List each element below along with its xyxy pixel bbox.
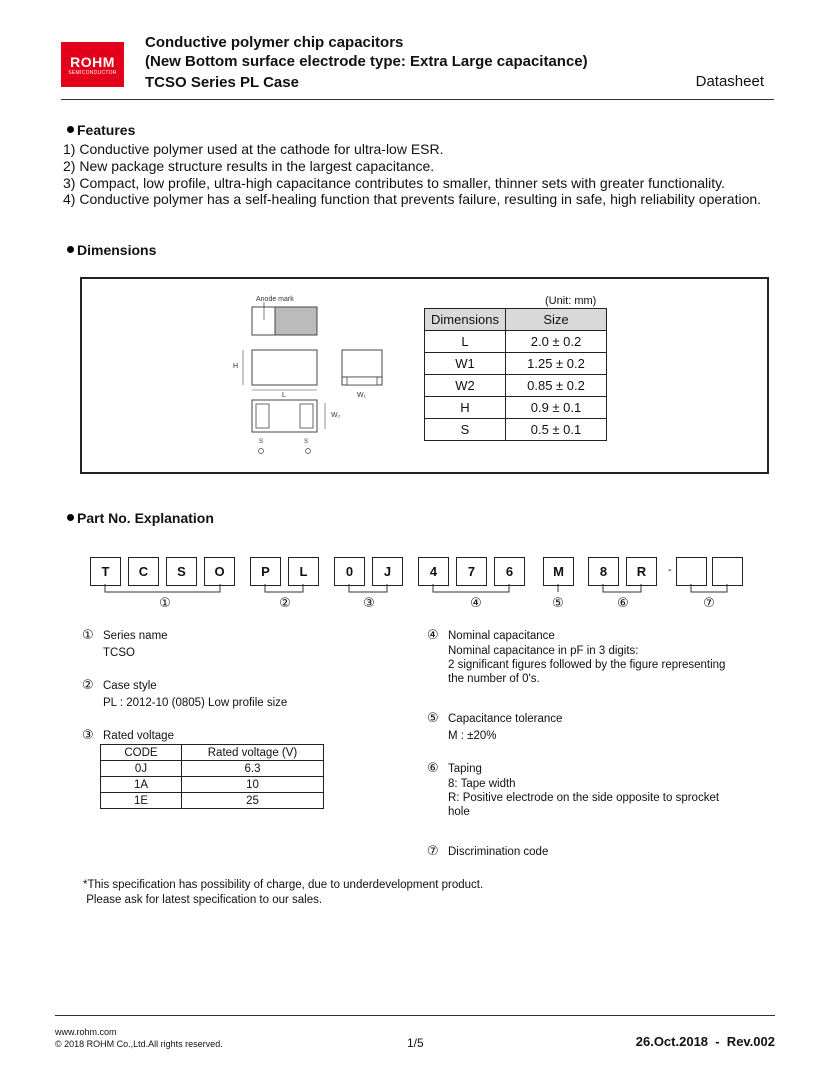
- bullet-icon: [67, 246, 74, 253]
- item-number: ⑥: [427, 760, 439, 775]
- item-number: ①: [82, 627, 94, 642]
- part-char-box: 0: [334, 557, 365, 586]
- size-cell: 0.9 ± 0.1: [506, 397, 607, 419]
- logo-text: ROHM: [70, 54, 115, 70]
- group-number: ⑥: [617, 595, 629, 610]
- size-cell: 2.0 ± 0.2: [506, 331, 607, 353]
- dim-cell: S: [425, 419, 506, 441]
- item-number: ④: [427, 627, 439, 642]
- part-char-box: 8: [588, 557, 619, 586]
- dimensions-table: [424, 308, 607, 441]
- tol-title: Capacitance tolerance: [448, 713, 563, 725]
- table-row: [425, 331, 607, 353]
- capacitor-drawing: [228, 290, 408, 460]
- series-title: Series name: [103, 630, 168, 642]
- part-char-box: M: [543, 557, 574, 586]
- title-line-3: TCSO Series PL Case: [145, 74, 299, 91]
- size-cell: 0.85 ± 0.2: [506, 375, 607, 397]
- series-value: TCSO: [103, 647, 135, 659]
- features-heading: Features: [67, 122, 135, 138]
- bullet-icon: [67, 514, 74, 521]
- feature-item: 4) Conductive polymer has a self-healing function that prevents failure, resulting in safe, high reliability operation.: [63, 191, 762, 207]
- cap-line: the number of 0's.: [448, 673, 540, 685]
- part-char-box: 6: [494, 557, 525, 586]
- dim-cell: H: [425, 397, 506, 419]
- table-header: CODE: [101, 745, 182, 761]
- unit-label: (Unit: mm): [545, 295, 597, 307]
- part-char-box: L: [288, 557, 319, 586]
- cap-line: Nominal capacitance in pF in 3 digits:: [448, 645, 639, 657]
- part-char-box: T: [90, 557, 121, 586]
- feature-item: 2) New package structure results in the largest capacitance.: [63, 158, 435, 174]
- part-char-box: S: [166, 557, 197, 586]
- note-line: Please ask for latest specification to our sales.: [83, 894, 323, 906]
- feature-item: 1) Conductive polymer used at the cathode for ultra-low ESR.: [63, 141, 444, 157]
- part-dash: -: [668, 564, 672, 576]
- table-row: [101, 777, 324, 793]
- size-cell: 0.5 ± 0.1: [506, 419, 607, 441]
- code-cell: 1E: [101, 793, 182, 809]
- part-char-box: [712, 557, 743, 586]
- table-row: [425, 375, 607, 397]
- dim-cell: W1: [425, 353, 506, 375]
- item-number: ⑦: [427, 843, 439, 858]
- table-header: Size: [506, 309, 607, 331]
- dimensions-heading: Dimensions: [67, 242, 156, 258]
- voltage-cell: 10: [182, 777, 324, 793]
- header-divider: [61, 99, 774, 100]
- item-number: ⑤: [427, 710, 439, 725]
- group-number: ⑤: [552, 595, 564, 610]
- item-number: ③: [82, 727, 94, 742]
- dim-cell: W2: [425, 375, 506, 397]
- group-number: ⑦: [703, 595, 715, 610]
- rohm-logo: [61, 42, 124, 87]
- title-line-1: Conductive polymer chip capacitors: [145, 34, 404, 51]
- tap-title: Taping: [448, 763, 482, 775]
- part-no-heading: Part No. Explanation: [67, 510, 214, 526]
- table-row: [101, 761, 324, 777]
- cap-line: 2 significant figures followed by the figure representing: [448, 659, 726, 671]
- table-row: [425, 397, 607, 419]
- tol-value: M : ±20%: [448, 730, 497, 742]
- title-line-2: (New Bottom surface electrode type: Extra Large capacitance): [145, 53, 588, 70]
- table-row: [425, 419, 607, 441]
- footer-url: www.rohm.com: [55, 1027, 117, 1037]
- page-number: 1/5: [407, 1036, 424, 1050]
- cap-title: Nominal capacitance: [448, 630, 555, 642]
- part-char-box: P: [250, 557, 281, 586]
- footer-copyright: © 2018 ROHM Co.,Ltd.All rights reserved.: [55, 1039, 223, 1049]
- tap-line: 8: Tape width: [448, 778, 516, 790]
- part-char-box: 7: [456, 557, 487, 586]
- code-cell: 1A: [101, 777, 182, 793]
- size-cell: 1.25 ± 0.2: [506, 353, 607, 375]
- l-label: L: [282, 392, 286, 399]
- item-number: ②: [82, 677, 94, 692]
- tap-line: hole: [448, 806, 470, 818]
- group-number: ④: [470, 595, 482, 610]
- group-number: ②: [279, 595, 291, 610]
- date-revision: 26.Oct.2018 - Rev.002: [635, 1034, 775, 1049]
- s-label: S: [259, 439, 264, 445]
- rated-title: Rated voltage: [103, 730, 174, 742]
- table-header: Dimensions: [425, 309, 506, 331]
- footer-divider: [55, 1015, 775, 1016]
- part-char-box: O: [204, 557, 235, 586]
- case-title: Case style: [103, 680, 157, 692]
- h-label: H: [233, 363, 239, 370]
- anode-mark-label: Anode mark: [256, 296, 294, 303]
- group-number: ①: [159, 595, 171, 610]
- w2-label: W₂: [331, 412, 341, 419]
- dim-cell: L: [425, 331, 506, 353]
- w1-label: W₁: [357, 392, 366, 399]
- part-char-box: C: [128, 557, 159, 586]
- group-number: ③: [363, 595, 375, 610]
- table-header: Rated voltage (V): [182, 745, 324, 761]
- feature-item: 3) Compact, low profile, ultra-high capacitance contributes to smaller, thinner sets with greater functionality.: [63, 175, 725, 191]
- voltage-cell: 6.3: [182, 761, 324, 777]
- voltage-cell: 25: [182, 793, 324, 809]
- logo-subtext: SEMICONDUCTOR: [68, 70, 117, 76]
- s-label: S: [304, 439, 309, 445]
- part-char-box: 4: [418, 557, 449, 586]
- disc-title: Discrimination code: [448, 846, 549, 858]
- part-char-box: J: [372, 557, 403, 586]
- tap-line: R: Positive electrode on the side opposite to sprocket: [448, 792, 720, 804]
- doc-kind: Datasheet: [695, 73, 764, 90]
- case-value: PL : 2012-10 (0805) Low profile size: [103, 697, 288, 709]
- part-char-box: [676, 557, 707, 586]
- code-cell: 0J: [101, 761, 182, 777]
- rated-voltage-table: [100, 744, 324, 809]
- table-row: [425, 353, 607, 375]
- note-line: *This specification has possibility of charge, due to underdevelopment product.: [83, 879, 484, 891]
- table-row: [101, 793, 324, 809]
- part-char-box: R: [626, 557, 657, 586]
- bullet-icon: [67, 126, 74, 133]
